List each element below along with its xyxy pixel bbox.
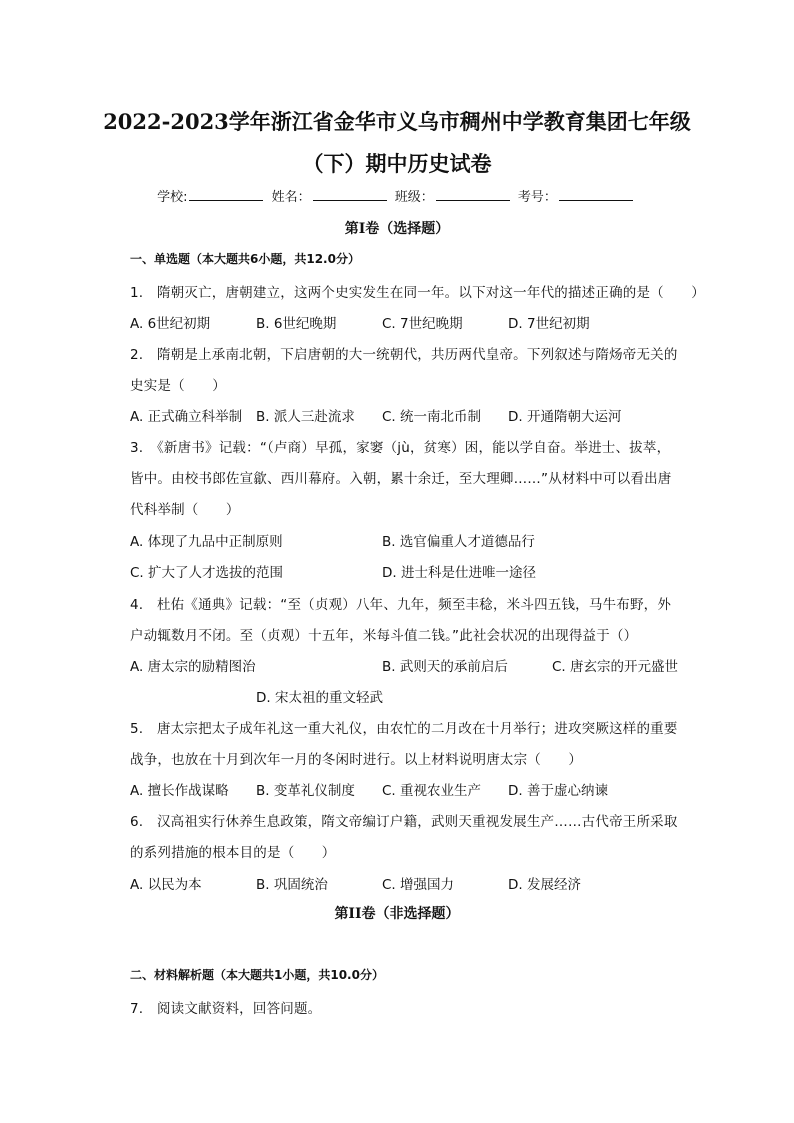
class-blank[interactable] xyxy=(436,188,510,201)
question-6-option-b: B. 巩固统治 xyxy=(256,877,328,893)
name-blank[interactable] xyxy=(313,188,387,201)
question-2-option-a: A. 正式确立科举制 xyxy=(130,409,243,425)
question-4-option-b: B. 武则天的承前启后 xyxy=(382,659,508,675)
question-2-line-1: 2. 隋朝是上承南北朝，下启唐朝的大一统朝代，共历两代皇帝。下列叙述与隋炀帝无关的 xyxy=(130,347,678,363)
exam-title-line-1: 2022-2023学年浙江省金华市义乌市稠州中学教育集团七年级 xyxy=(103,109,691,134)
question-3-option-b: B. 选官偏重人才道德品行 xyxy=(382,534,535,550)
school-blank[interactable] xyxy=(189,188,263,201)
exam-title-line-2: （下）期中历史试卷 xyxy=(302,151,492,176)
school-label: 学校: xyxy=(157,190,188,205)
exam-number-label: 考号： xyxy=(517,190,557,205)
question-2-line-2: 史实是（ ） xyxy=(130,378,226,394)
question-6-line-2: 的系列措施的根本目的是（ ） xyxy=(130,845,336,861)
question-2-option-d: D. 开通隋朝大运河 xyxy=(508,409,622,425)
name-label: 姓名： xyxy=(271,190,311,205)
question-1-option-a: A. 6世纪初期 xyxy=(130,316,211,332)
question-4-option-d: D. 宋太祖的重文轻武 xyxy=(256,690,383,706)
question-3-line-3: 代科举制（ ） xyxy=(130,502,240,518)
question-1-option-d: D. 7世纪初期 xyxy=(508,316,590,332)
question-5-option-d: D. 善于虚心纳谏 xyxy=(508,783,608,799)
question-4-option-a: A. 唐太宗的励精图治 xyxy=(130,659,256,675)
question-5-line-1: 5. 唐太宗把太子成年礼这一重大礼仪，由农忙的二月改在十月举行；进攻突厥这样的重要 xyxy=(130,721,678,737)
question-6-option-c: C. 增强国力 xyxy=(382,877,455,893)
question-1-option-c: C. 7世纪晚期 xyxy=(382,316,463,332)
section-1-heading: 一、单选题（本大题共6小题，共12.0分） xyxy=(130,252,360,266)
question-5-option-b: B. 变革礼仪制度 xyxy=(256,783,355,799)
question-2-option-b: B. 派人三赴流求 xyxy=(256,409,355,425)
question-3-option-a: A. 体现了九品中正制原则 xyxy=(130,534,283,550)
question-7-line-1: 7. 阅读文献资料，回答问题。 xyxy=(130,1001,322,1017)
section-2-heading: 二、材料解析题（本大题共1小题，共10.0分） xyxy=(130,968,384,982)
question-6-option-d: D. 发展经济 xyxy=(508,877,581,893)
student-info-row xyxy=(0,186,794,205)
question-4-option-c: C. 唐玄宗的开元盛世 xyxy=(552,659,679,675)
question-6-option-a: A. 以民为本 xyxy=(130,877,202,893)
question-5-line-2: 战争，也放在十月到次年一月的冬闲时进行。以上材料说明唐太宗（ ） xyxy=(130,752,583,768)
question-4-line-1: 4. 杜佑《通典》记载：“至（贞观）八年、九年，频至丰稔，米斗四五钱，马牛布野，外 xyxy=(130,597,672,613)
part-1-title: 第I卷（选择题） xyxy=(344,221,450,237)
question-6-line-1: 6. 汉高祖实行休养生息政策，隋文帝编订户籍，武则天重视发展生产……古代帝王所采取 xyxy=(130,814,678,830)
question-3-line-1: 3. 《新唐书》记载：“（卢商）早孤，家窭（jù，贫寒）困，能以学自奋。举进士、拔萃， xyxy=(130,440,671,456)
class-label: 班级： xyxy=(394,190,434,205)
question-1-line-1: 1. 隋朝灭亡，唐朝建立，这两个史实发生在同一年。以下对这一年代的描述正确的是（ ） xyxy=(130,285,705,301)
question-1-option-b: B. 6世纪晚期 xyxy=(256,316,337,332)
exam-number-blank[interactable] xyxy=(559,188,633,201)
question-5-option-a: A. 擅长作战谋略 xyxy=(130,783,229,799)
question-3-line-2: 皆中。由校书郎佐宣歙、西川幕府。入朝，累十余迁，至大理卿……”从材料中可以看出唐 xyxy=(130,471,672,487)
part-2-title: 第II卷（非选择题） xyxy=(334,906,460,922)
question-3-option-d: D. 进士科是仕进唯一途径 xyxy=(382,565,536,581)
question-3-option-c: C. 扩大了人才选拔的范围 xyxy=(130,565,284,581)
question-2-option-c: C. 统一南北币制 xyxy=(382,409,482,425)
question-4-line-2: 户动辄数月不闭。至（贞观）十五年，米每斗值二钱。”此社会状况的出现得益于（） xyxy=(130,628,638,644)
question-5-option-c: C. 重视农业生产 xyxy=(382,783,482,799)
